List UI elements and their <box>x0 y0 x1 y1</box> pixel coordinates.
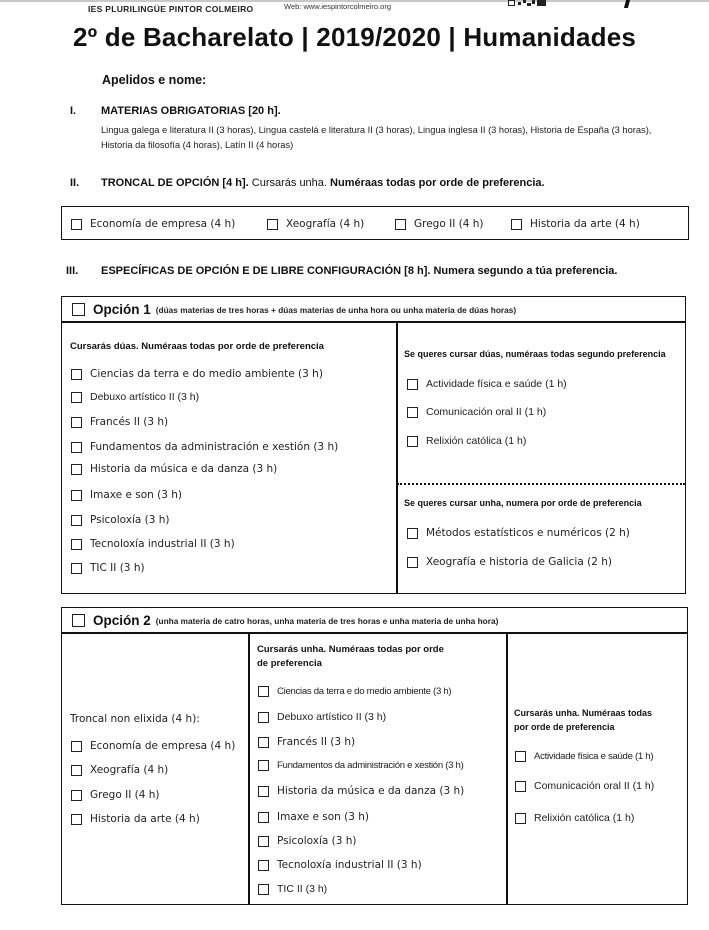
opcion-2-description: (unha materia de catro horas, unha materia de tres horas e unha materia de unha hora) <box>155 615 499 626</box>
checkbox[interactable] <box>258 760 269 771</box>
section-2-title-instruction: Numéraas todas por orde de preferencia. <box>330 177 545 189</box>
checkbox-label: Francés II (3 h) <box>90 416 169 428</box>
checkbox-label: TIC II (3 h) <box>277 883 328 895</box>
checkbox[interactable] <box>258 860 269 871</box>
opcion-2-column-divider-1 <box>248 632 250 905</box>
checkbox-item[interactable] <box>258 811 369 823</box>
checkbox-item[interactable] <box>71 764 168 776</box>
checkbox-label: Psicoloxía (3 h) <box>277 835 357 847</box>
checkbox-label: Debuxo artístico II (3 h) <box>90 391 200 403</box>
checkbox[interactable] <box>71 814 82 825</box>
checkbox[interactable] <box>71 392 82 403</box>
option-label: Grego II (4 h) <box>414 218 484 230</box>
checkbox[interactable] <box>267 219 278 230</box>
checkbox-label: Imaxe e son (3 h) <box>277 811 369 823</box>
checkbox[interactable] <box>407 528 418 539</box>
checkbox-item[interactable] <box>71 391 199 403</box>
opcion-2-header[interactable] <box>72 613 498 628</box>
checkbox[interactable] <box>258 836 269 847</box>
opcion-1-right-top-heading: Se queres cursar dúas, numéraas todas segundo preferencia <box>404 349 666 359</box>
checkbox-label: Imaxe e son (3 h) <box>90 489 182 501</box>
section-2-number: II. <box>70 177 80 189</box>
section-3-title <box>101 265 617 277</box>
checkbox-item[interactable] <box>258 760 463 771</box>
checkbox-label: Debuxo artístico II (3 h) <box>277 711 387 723</box>
checkbox-label: TIC II (3 h) <box>90 562 145 574</box>
checkbox-item[interactable] <box>71 368 323 380</box>
checkbox-item[interactable] <box>258 883 327 895</box>
checkbox-item[interactable] <box>407 406 546 418</box>
section-3-number: III. <box>66 265 79 277</box>
section-1-subjects: Lingua galega e literatura II (3 horas), Lingua castelá e literatura II (3 horas), Lingua inglesa II (3 horas), Historia de España (3 horas), Historia da filosofía (4 horas), Latín II (4 horas) <box>101 125 652 150</box>
checkbox[interactable] <box>71 765 82 776</box>
checkbox-item[interactable] <box>407 435 526 447</box>
checkbox-label: Relixión católica (1 h) <box>426 435 527 447</box>
checkbox[interactable] <box>407 557 418 568</box>
checkbox-item[interactable] <box>71 789 160 801</box>
checkbox-label: Economía de empresa (4 h) <box>90 740 236 752</box>
checkbox-label: Actividade física e saúde (1 h) <box>426 378 567 390</box>
checkbox[interactable] <box>71 539 82 550</box>
checkbox[interactable] <box>258 737 269 748</box>
checkbox-label: Ciencias da terra e do medio ambiente (3 h) <box>90 368 323 380</box>
checkbox[interactable] <box>71 490 82 501</box>
checkbox-item[interactable] <box>258 711 386 723</box>
section-1-number: I. <box>70 105 77 117</box>
checkbox-label: Métodos estatísticos e numéricos (2 h) <box>426 527 630 539</box>
checkbox-item[interactable] <box>71 740 235 752</box>
opcion-1-title: Opción 1 <box>93 302 151 317</box>
heading-line: Cursarás unha. Numéraas todas por orde <box>257 644 444 655</box>
opcion-1-header-divider <box>61 321 686 323</box>
checkbox[interactable] <box>258 884 269 895</box>
logo-mark-icon <box>624 0 630 8</box>
checkbox[interactable] <box>71 219 82 230</box>
opcion-1-checkbox[interactable] <box>72 303 85 316</box>
opcion-2-col1-label: Troncal non elixida (4 h): <box>70 713 200 725</box>
checkbox-item[interactable] <box>71 416 168 428</box>
checkbox-label: Fundamentos da administración e xestión (3 h) <box>90 441 339 453</box>
checkbox[interactable] <box>71 369 82 380</box>
opcion-1-left-heading: Cursarás dúas. Numéraas todas por orde de preferencia <box>70 341 324 352</box>
checkbox-label: Comunicación oral II (1 h) <box>534 780 655 792</box>
opcion-1-right-bottom-heading: Se queres cursar unha, numera por orde de preferencia <box>404 498 642 508</box>
checkbox[interactable] <box>71 563 82 574</box>
opcion-2-header-divider <box>61 632 688 634</box>
checkbox-item[interactable] <box>71 441 338 453</box>
checkbox-item[interactable] <box>71 813 200 825</box>
checkbox[interactable] <box>71 790 82 801</box>
section-2-title-main: TRONCAL DE OPCIÓN [4 h]. <box>101 177 249 189</box>
checkbox-item[interactable] <box>258 785 464 797</box>
opcion-2-checkbox[interactable] <box>72 614 85 627</box>
checkbox-label: Relixión católica (1 h) <box>534 812 635 824</box>
heading-line: de preferencia <box>257 658 322 669</box>
troncal-option-historia-arte[interactable] <box>511 218 640 230</box>
opcion-2-col3-heading <box>514 706 652 734</box>
checkbox-item[interactable] <box>71 514 170 526</box>
checkbox-label: Ciencias da terra e do medio ambiente (3 h) <box>277 686 452 697</box>
checkbox[interactable] <box>515 751 526 762</box>
checkbox-label: Actividade física e saúde (1 h) <box>534 751 654 762</box>
checkbox-item[interactable] <box>71 562 145 574</box>
checkbox-label: Historia da música e da danza (3 h) <box>90 463 278 475</box>
page-title: 2º de Bacharelato | 2019/2020 | Humanidades <box>73 22 637 52</box>
checkbox[interactable] <box>71 741 82 752</box>
checkbox-label: Historia da arte (4 h) <box>90 813 200 825</box>
checkbox-label: Comunicación oral II (1 h) <box>426 406 547 418</box>
checkbox-item[interactable] <box>515 751 653 762</box>
checkbox-item[interactable] <box>515 780 654 792</box>
opcion-1-dotted-divider <box>397 483 685 485</box>
opcion-2-title: Opción 2 <box>93 613 151 628</box>
checkbox[interactable] <box>407 379 418 390</box>
checkbox-item[interactable] <box>258 736 355 748</box>
checkbox-label: Xeografía (4 h) <box>90 764 169 776</box>
checkbox[interactable] <box>515 781 526 792</box>
section-2-title <box>101 177 545 189</box>
checkbox-label: Tecnoloxía industrial II (3 h) <box>90 538 235 550</box>
section-2-title-note: Cursarás unha. <box>248 177 331 189</box>
section-3-title-main: ESPECÍFICAS DE OPCIÓN E DE LIBRE CONFIGURACIÓN <box>101 265 402 277</box>
opcion-1-header[interactable] <box>72 302 516 317</box>
checkbox[interactable] <box>71 515 82 526</box>
opcion-2-column-divider-2 <box>506 632 508 905</box>
checkbox[interactable] <box>258 712 269 723</box>
section-1-title: MATERIAS OBRIGATORIAS [20 h]. <box>101 105 281 117</box>
checkbox[interactable] <box>511 219 522 230</box>
checkbox[interactable] <box>395 219 406 230</box>
school-website: Web: www.iespintorcolmeiro.org <box>284 2 391 11</box>
checkbox[interactable] <box>407 436 418 447</box>
opcion-1-column-divider <box>396 321 398 594</box>
checkbox[interactable] <box>71 417 82 428</box>
opcion-2-col2-heading <box>257 643 444 671</box>
checkbox-item[interactable] <box>407 527 630 539</box>
checkbox[interactable] <box>71 442 82 453</box>
checkbox-label: Xeografía e historia de Galicia (2 h) <box>426 556 612 568</box>
checkbox-item[interactable] <box>258 835 357 847</box>
troncal-option-xeografia[interactable] <box>267 218 364 230</box>
checkbox[interactable] <box>258 812 269 823</box>
checkbox-label: Francés II (3 h) <box>277 736 356 748</box>
checkbox[interactable] <box>258 686 269 697</box>
checkbox-item[interactable] <box>258 859 422 871</box>
heading-line: Cursarás unha. Numéraas todas <box>514 708 653 718</box>
option-label: Historia da arte (4 h) <box>530 218 640 230</box>
checkbox-label: Grego II (4 h) <box>90 789 160 801</box>
checkbox[interactable] <box>71 464 82 475</box>
checkbox-label: Tecnoloxía industrial II (3 h) <box>277 859 422 871</box>
checkbox-label: Psicoloxía (3 h) <box>90 514 170 526</box>
checkbox[interactable] <box>258 786 269 797</box>
checkbox-item[interactable] <box>71 463 277 475</box>
checkbox[interactable] <box>407 407 418 418</box>
section-3-title-instruction: [8 h]. Numera segundo a túa preferencia. <box>401 265 618 277</box>
option-label: Xeografía (4 h) <box>286 218 365 230</box>
qr-code-icon <box>508 0 548 7</box>
opcion-1-description: (dúas materias de tres horas + dúas materias de unha hora ou unha materia de dúas horas) <box>155 304 517 315</box>
troncal-option-economia[interactable] <box>71 218 235 230</box>
checkbox-item[interactable] <box>258 686 451 697</box>
troncal-option-grego[interactable] <box>395 218 484 230</box>
checkbox-item[interactable] <box>407 556 612 568</box>
checkbox-item[interactable] <box>515 812 634 824</box>
checkbox-item[interactable] <box>407 378 567 390</box>
school-name: IES PLURILINGÜE PINTOR COLMEIRO <box>88 4 254 14</box>
checkbox-label: Fundamentos da administración e xestión (3 h) <box>277 760 464 771</box>
heading-line: por orde de preferencia <box>514 722 615 732</box>
name-field-label: Apelidos e nome: <box>102 73 207 87</box>
checkbox-item[interactable] <box>71 538 235 550</box>
checkbox-item[interactable] <box>71 489 182 501</box>
checkbox-label: Historia da música e da danza (3 h) <box>277 785 465 797</box>
checkbox[interactable] <box>515 813 526 824</box>
option-label: Economía de empresa (4 h) <box>90 218 236 230</box>
